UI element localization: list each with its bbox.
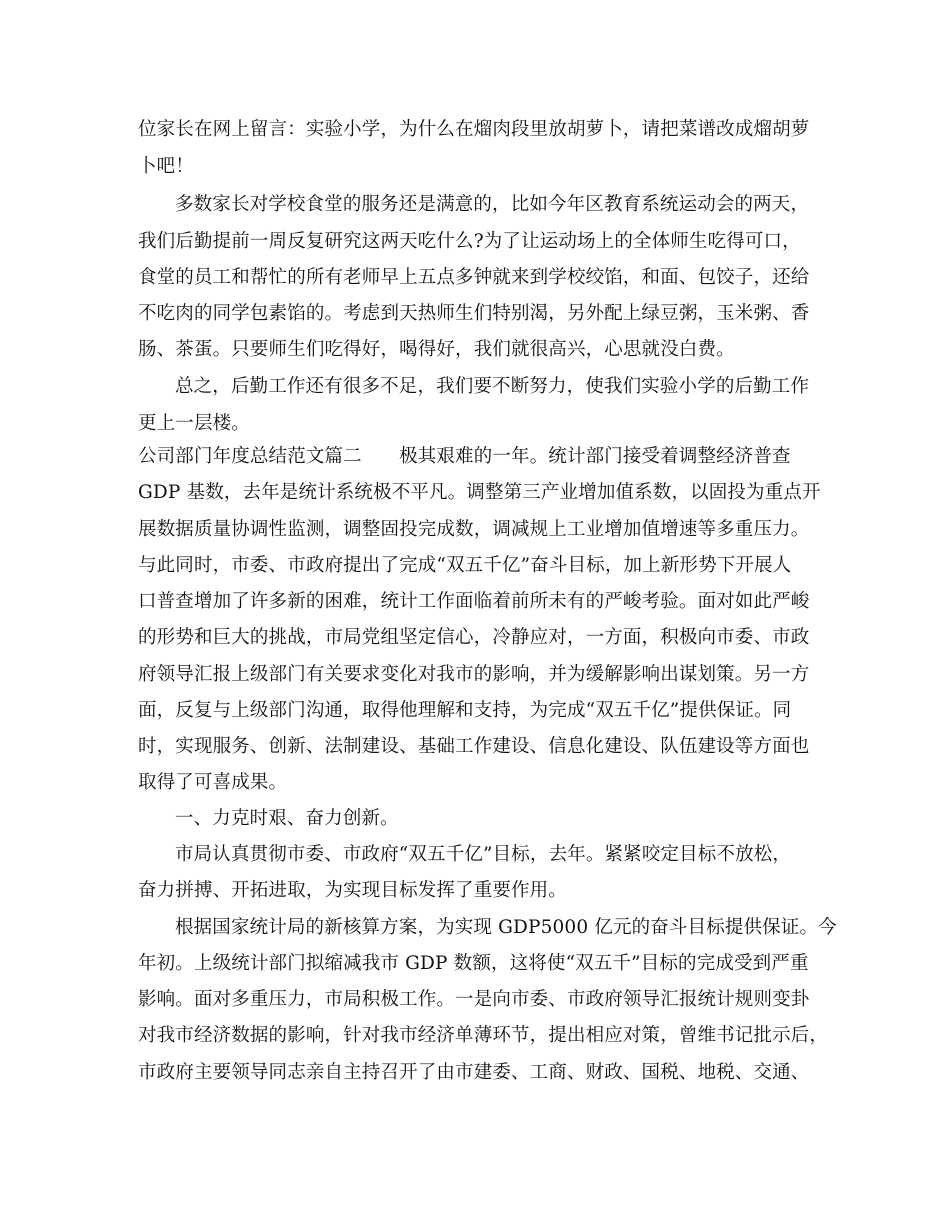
text-line: 的形势和巨大的挑战，市局党组坚定信心，冷静应对，一方面，积极向市委、市政 <box>138 627 810 648</box>
text-line: 位家长在网上留言：实验小学，为什么在熘肉段里放胡萝卜，请把菜谱改成熘胡萝 <box>138 119 810 140</box>
text-line: 府领导汇报上级部门有关要求变化对我市的影响，并为缓解影响出谋划策。另一方 <box>138 664 810 685</box>
text-line: 与此同时，市委、市政府提出了完成“双五千亿”奋斗目标，加上新形势下开展人 <box>138 555 792 576</box>
text-line: 我们后勤提前一周反复研究这两天吃什么?为了让运动场上的全体师生吃得可口， <box>138 231 801 252</box>
text-line: 口普查增加了许多新的困难，统计工作面临着前所未有的严峻考验。面对如此严峻 <box>138 591 810 612</box>
text-line: 对我市经济数据的影响，针对我市经济单薄环节，提出相应对策，曾维书记批示后， <box>138 1025 829 1046</box>
text-line: 卜吧！ <box>138 156 194 177</box>
text-line: 食堂的员工和帮忙的所有老师早上五点多钟就来到学校绞馅，和面、包饺子，还给 <box>138 267 810 288</box>
text-line: 时，实现服务、创新、法制建设、基础工作建设、信息化建设、队伍建设等方面也 <box>138 736 810 757</box>
text-line: 面，反复与上级部门沟通，取得他理解和支持，为完成“双五千亿”提供保证。同 <box>138 700 792 721</box>
paragraph-start-line: 根据国家统计局的新核算方案，为实现 GDP5000 亿元的奋斗目标提供保证。今 <box>175 917 837 938</box>
paragraph-start-line: 多数家长对学校食堂的服务还是满意的，比如今年区教育系统运动会的两天， <box>175 194 810 215</box>
text-line: 取得了可喜成果。 <box>138 772 288 793</box>
text-line: GDP 基数，去年是统计系统极不平凡。调整第三产业增加值系数，以固投为重点开 <box>138 482 821 503</box>
text-line: 奋力拼搏、开拓进取，为实现目标发挥了重要作用。 <box>138 880 567 901</box>
text-line: 展数据质量协调性监测，调整固投完成数，调减规上工业增加值增速等多重压力。 <box>138 519 810 540</box>
text-line: 年初。上级统计部门拟缩减我市 GDP 数额，这将使“双五千”目标的完成受到严重 <box>138 953 809 974</box>
text-line: 不吃肉的同学包素馅的。考虑到天热师生们特别渴，另外配上绿豆粥，玉米粥、香 <box>138 303 810 324</box>
section-heading-line: 公司部门年度总结范文篇二 极其艰难的一年。统计部门接受着调整经济普查 <box>138 446 791 467</box>
text-line: 更上一层楼。 <box>138 413 250 434</box>
text-line: 影响。面对多重压力，市局积极工作。一是向市委、市政府领导汇报统计规则变卦 <box>138 989 810 1010</box>
text-line: 肠、茶蛋。只要师生们吃得好，喝得好，我们就很高兴，心思就没白费。 <box>138 339 735 360</box>
paragraph-start-line: 总之，后勤工作还有很多不足，我们要不断努力，使我们实验小学的后勤工作 <box>175 376 810 397</box>
numbered-heading-line: 一、力克时艰、奋力创新。 <box>175 808 399 829</box>
paragraph-start-line: 市局认真贯彻市委、市政府“双五千亿”目标，去年。紧紧咬定目标不放松， <box>175 844 792 865</box>
text-line: 市政府主要领导同志亲自主持召开了由市建委、工商、财政、国税、地税、交通、 <box>138 1062 810 1083</box>
